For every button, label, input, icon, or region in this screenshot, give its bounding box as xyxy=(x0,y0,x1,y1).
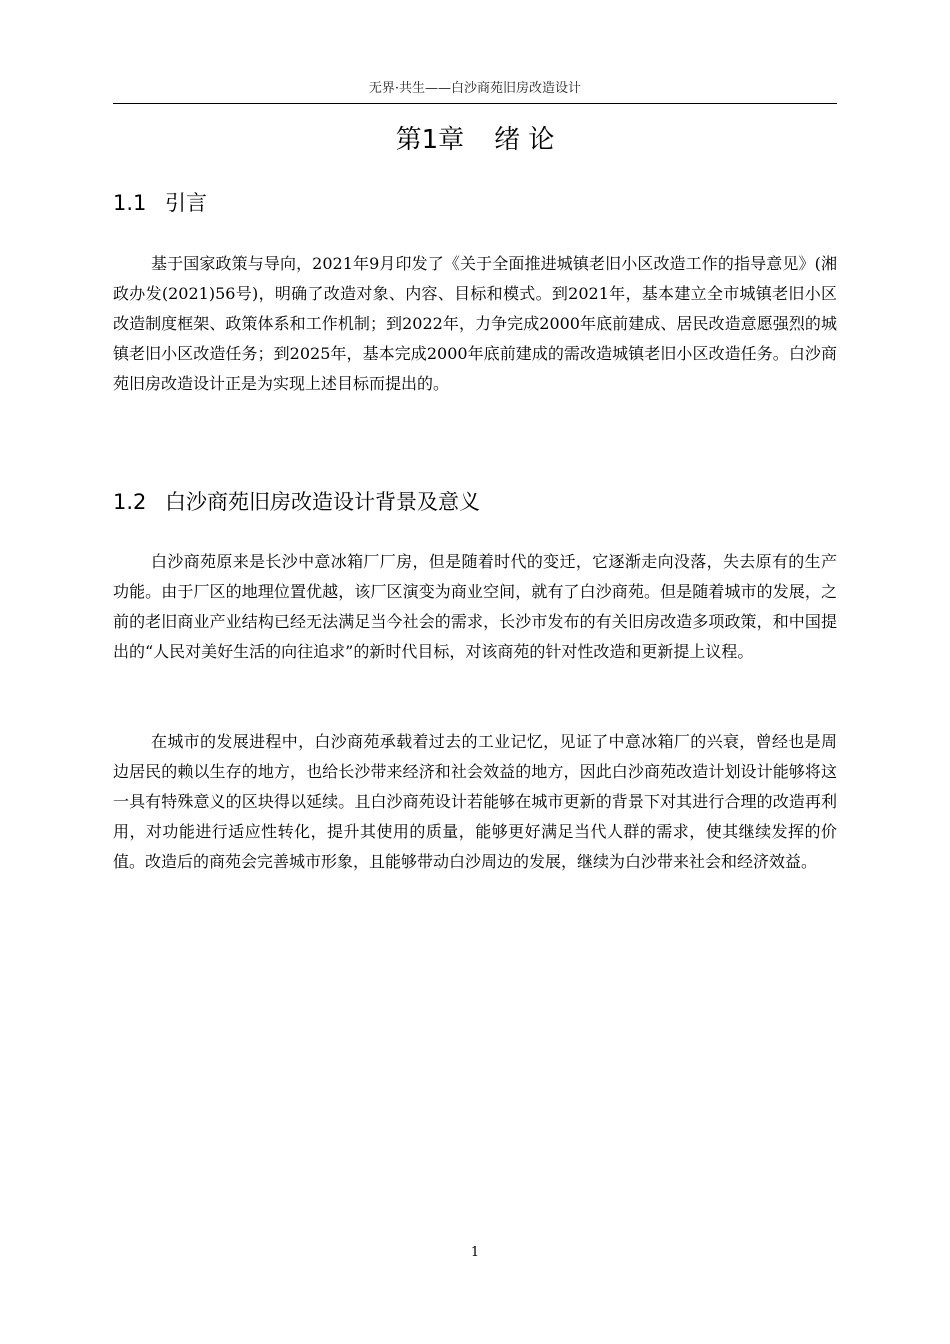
chapter-title xyxy=(113,122,837,158)
section-title: 白沙商苑旧房改造设计背景及意义 xyxy=(165,490,480,514)
paragraph-intro: 基于国家政策与导向，2021年9月印发了《关于全面推进城镇老旧小区改造工作的指导意见》(湘政办发(2021)56号)，明确了改造对象、内容、目标和模式。到2021年，基本建立全市城镇老旧小区改造制度框架、政策体系和工作机制；到2022年，力争完成2000年底前建成、居民改造意愿强烈的城镇老旧小区改造任务；到2025年，基本完成2000年底前建成的需改造城镇老旧小区改造任务。白沙商苑旧房改造设计正是为实现上述目标而提出的。 xyxy=(113,254,837,393)
page-number: 1 xyxy=(470,1245,480,1260)
paragraph-background: 白沙商苑原来是长沙中意冰箱厂厂房，但是随着时代的变迁，它逐渐走向没落，失去原有的生产功能。由于厂区的地理位置优越，该厂区演变为商业空间，就有了白沙商苑。但是随着城市的发展，之前的老旧商业产业结构已经无法满足当今社会的需求，长沙市发布的有关旧房改造多项政策，和中国提出的“人民对美好生活的向往追求”的新时代目标，对该商苑的针对性改造和更新提上议程。 xyxy=(113,552,837,661)
section-heading-1-2 xyxy=(113,487,837,517)
header-rule xyxy=(113,103,837,104)
section-number: 1.1 xyxy=(113,191,147,215)
section-number: 1.2 xyxy=(113,490,147,514)
chapter-name: 绪 论 xyxy=(494,125,555,155)
running-header: 无界·共生——白沙商苑旧房改造设计 xyxy=(368,81,582,96)
chapter-number: 第1章 xyxy=(395,125,465,155)
paragraph-significance: 在城市的发展进程中，白沙商苑承载着过去的工业记忆，见证了中意冰箱厂的兴衰，曾经也是周边居民的赖以生存的地方，也给长沙带来经济和社会效益的地方，因此白沙商苑改造计划设计能够将这一具有特殊意义的区块得以延续。且白沙商苑设计若能够在城市更新的背景下对其进行合理的改造再利用，对功能进行适应性转化，提升其使用的质量，能够更好满足当代人群的需求，使其继续发挥的价值。改造后的商苑会完善城市形象，且能够带动白沙周边的发展，继续为白沙带来社会和经济效益。 xyxy=(113,732,837,871)
section-title: 引言 xyxy=(165,191,207,215)
section-heading-1-1 xyxy=(113,188,837,218)
